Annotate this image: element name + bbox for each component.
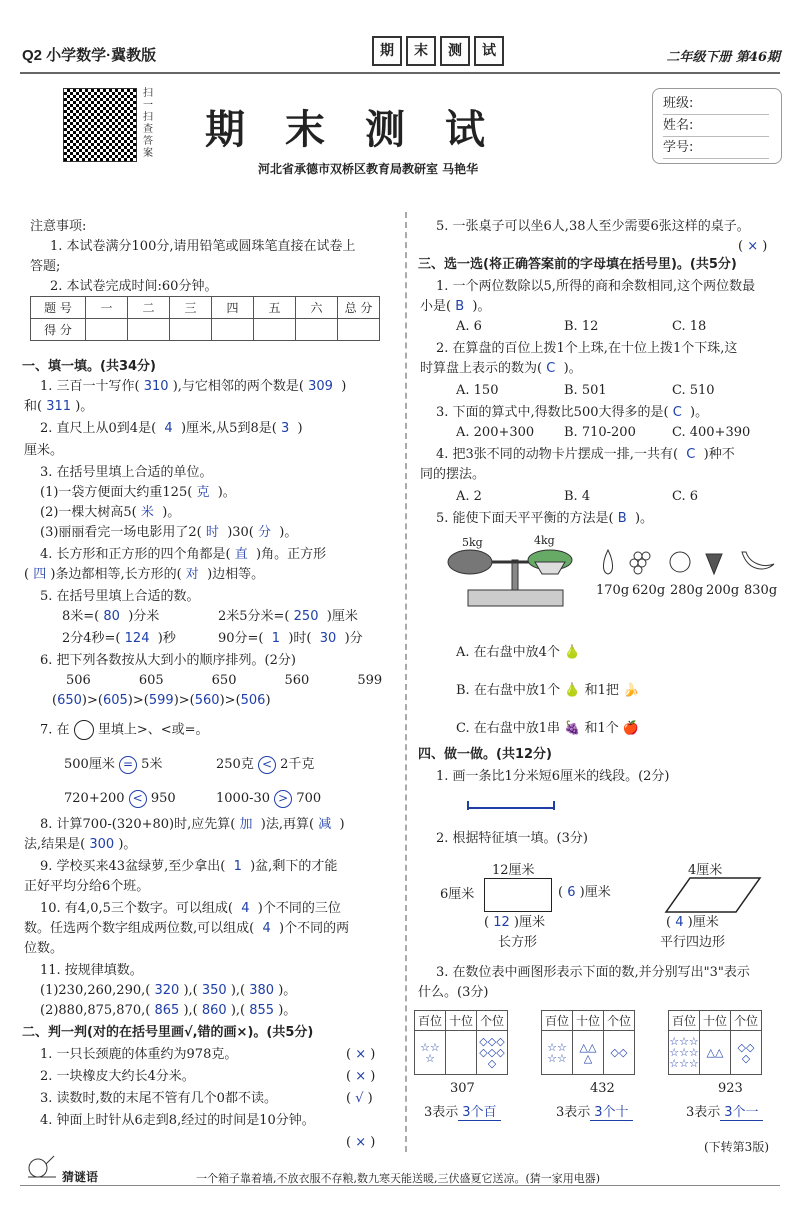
pear-icon bbox=[603, 550, 612, 574]
answer: 克 bbox=[196, 485, 210, 500]
answer: 250 bbox=[293, 609, 319, 624]
answer: 80 bbox=[103, 609, 120, 624]
s2-item-3-answer: ( √ ) bbox=[346, 1091, 373, 1106]
banner-char: 期 bbox=[372, 36, 402, 66]
s3-q3: 3. 下面的算式中,得数比500大得多的是( C )。 bbox=[436, 405, 709, 420]
answer: B bbox=[617, 511, 627, 526]
answer: 3个一 bbox=[720, 1105, 762, 1121]
s1-q7: 7. 在 里填上>、<或=。 bbox=[40, 720, 209, 740]
section-1-heading: 一、填一填。(共34分) bbox=[22, 359, 156, 374]
s1-q3-2: (2)一棵大树高5( 米 )。 bbox=[40, 505, 181, 520]
s1-q3-3: (3)丽丽看完一场电影用了2( 时 )30( 分 )。 bbox=[40, 525, 298, 540]
page-title: 期末测试 bbox=[205, 106, 525, 153]
answer: 四 bbox=[33, 567, 47, 582]
answer: 4 bbox=[164, 421, 173, 436]
table-cell: 十位 bbox=[573, 1011, 604, 1031]
banner-char: 末 bbox=[406, 36, 436, 66]
table-cell: 百位 bbox=[415, 1011, 446, 1031]
s3-q4-opt-a[interactable]: A. 2 bbox=[456, 489, 482, 504]
apple-icon: 🍎 bbox=[622, 721, 640, 736]
snail-icon bbox=[24, 1150, 60, 1184]
column-divider bbox=[405, 212, 407, 1152]
answer: 380 bbox=[249, 983, 275, 998]
s1-q6-nums: 506 605 650 560 599 bbox=[66, 673, 383, 688]
rect-right-label: ( 6 )厘米 bbox=[558, 885, 611, 900]
rectangle-shape bbox=[484, 878, 552, 912]
answer: = bbox=[119, 756, 137, 774]
apple-icon bbox=[670, 552, 690, 572]
s3-q4-cont: 同的摆法。 bbox=[420, 467, 486, 482]
s2-item-4-answer: ( × ) bbox=[346, 1135, 376, 1150]
header-right: 二年级下册 第46期 bbox=[666, 50, 780, 65]
s4-q1: 1. 画一条比1分米短6厘米的线段。(2分) bbox=[436, 769, 670, 784]
answer: 1 bbox=[233, 859, 242, 874]
s2-item-1: 1. 一只长颈鹿的体重约为978克。 bbox=[40, 1047, 238, 1062]
rect-left-label: 6厘米 bbox=[440, 887, 475, 902]
ones-cell: ◇◇ bbox=[604, 1031, 635, 1075]
table-cell: 得 分 bbox=[31, 319, 86, 341]
answer: C bbox=[546, 361, 556, 376]
fruits-row bbox=[598, 546, 778, 576]
s3-q4: 4. 把3张不同的动物卡片摆成一排,一共有( C )种不 bbox=[436, 447, 735, 462]
s1-q2: 2. 直尺上从0到4是( 4 )厘米,从5到8是( 3 ) bbox=[40, 421, 303, 436]
pv2-number: 432 bbox=[590, 1081, 615, 1096]
answer: 605 bbox=[102, 693, 128, 708]
header-rule bbox=[20, 72, 780, 74]
s1-q5-2: 2米5分米=( 250 )厘米 bbox=[218, 609, 358, 624]
rect-top-label: 12厘米 bbox=[492, 863, 535, 878]
hundreds-cell: ☆☆☆ ☆☆☆ ☆☆☆ bbox=[669, 1031, 700, 1075]
s1-q8-cont: 法,结果是( 300 )。 bbox=[24, 837, 137, 852]
grapes-icon bbox=[630, 552, 650, 574]
section-3-heading: 三、选一选(将正确答案前的字母填在括号里)。(共5分) bbox=[418, 257, 737, 272]
scale-right-weight: 4kg bbox=[534, 534, 555, 547]
table-cell: 题 号 bbox=[31, 297, 86, 319]
s3-q1-opt-b[interactable]: B. 12 bbox=[564, 319, 599, 334]
banner-char: 测 bbox=[440, 36, 470, 66]
footer-label: 猜谜语 bbox=[62, 1170, 99, 1184]
answer: B bbox=[455, 299, 465, 314]
answer: < bbox=[129, 790, 147, 808]
s1-q2-cont: 厘米。 bbox=[24, 443, 64, 458]
table-cell: 总 分 bbox=[338, 297, 380, 319]
para-bottom-label: ( 4 )厘米 bbox=[666, 915, 719, 930]
answer: 310 bbox=[143, 379, 169, 394]
score-cell[interactable] bbox=[254, 319, 296, 341]
table-cell: 个位 bbox=[477, 1011, 508, 1031]
pear-icon: 🍐 bbox=[564, 645, 581, 660]
answer: 650 bbox=[57, 693, 82, 708]
s3-q5-opt-c[interactable]: C. 在右盘中放1串 🍇 和1个 🍎 bbox=[456, 721, 640, 736]
s1-q11-1: (1)230,260,290,( 320 ),( 350 ),( 380 )。 bbox=[40, 983, 297, 998]
score-cell[interactable] bbox=[128, 319, 170, 341]
pv3-number: 923 bbox=[718, 1081, 743, 1096]
rect-bottom-label: ( 12 )厘米 bbox=[484, 915, 545, 930]
answer: 加 bbox=[239, 817, 253, 832]
fruit-weight-strawberry: 200g bbox=[706, 583, 740, 598]
s2-item-1-answer: ( × ) bbox=[346, 1047, 376, 1062]
fruit-weight-banana: 830g bbox=[744, 583, 778, 598]
s4-q2: 2. 根据特征填一填。(3分) bbox=[436, 831, 588, 846]
answer: 减 bbox=[318, 817, 332, 832]
s1-q6-order: (650)>(605)>(599)>(560)>(506) bbox=[52, 693, 271, 708]
table-cell: 十位 bbox=[700, 1011, 731, 1031]
s1-q10: 10. 有4,0,5三个数字。可以组成( 4 )个不同的三位 bbox=[40, 901, 341, 916]
ones-cell: ◇◇◇ ◇◇◇ ◇ bbox=[477, 1031, 508, 1075]
s1-q10-cont: 数。任选两个数字组成两位数,可以组成( 4 )个不同的两 bbox=[24, 921, 350, 936]
s1-q5-3: 2分4秒=( 124 )秒 bbox=[62, 631, 176, 646]
score-cell[interactable] bbox=[296, 319, 338, 341]
answer: 599 bbox=[148, 693, 174, 708]
answer: C bbox=[672, 405, 682, 420]
answer: 855 bbox=[249, 1003, 275, 1018]
answer: 506 bbox=[240, 693, 266, 708]
answer: 560 bbox=[194, 693, 220, 708]
tens-cell bbox=[446, 1031, 477, 1075]
table-cell: 一 bbox=[86, 297, 128, 319]
score-cell[interactable] bbox=[212, 319, 254, 341]
para-name: 平行四边形 bbox=[660, 935, 726, 950]
answer: 300 bbox=[89, 837, 115, 852]
qr-text: 扫一扫查答案 bbox=[143, 88, 153, 159]
answer: 分 bbox=[258, 525, 272, 540]
pv1-meaning: 3表示 3个百 bbox=[424, 1104, 501, 1122]
table-cell: 六 bbox=[296, 297, 338, 319]
answer: 30 bbox=[319, 631, 337, 646]
answer: 时 bbox=[205, 525, 219, 540]
s1-q7-4: 1000-30 > 700 bbox=[216, 791, 322, 806]
rect-name: 长方形 bbox=[498, 935, 538, 950]
notes-heading: 注意事项: bbox=[30, 219, 87, 234]
score-cell[interactable] bbox=[338, 319, 380, 341]
note-2: 2. 本试卷完成时间:60分钟。 bbox=[50, 279, 218, 294]
answer: 1 bbox=[271, 631, 281, 646]
drawn-segment bbox=[466, 798, 558, 814]
ones-cell: ◇◇ ◇ bbox=[731, 1031, 762, 1075]
s1-q7-1: 500厘米 = 5米 bbox=[64, 757, 163, 772]
answer: C bbox=[686, 447, 696, 462]
table-row bbox=[31, 319, 380, 341]
s1-q9-cont: 正好平均分给6个班。 bbox=[24, 879, 150, 894]
strawberry-icon bbox=[706, 554, 722, 574]
table-cell: 十位 bbox=[446, 1011, 477, 1031]
fruit-weight-grapes: 620g bbox=[632, 583, 666, 598]
answer: 3个百 bbox=[458, 1105, 500, 1121]
answer: 320 bbox=[154, 983, 180, 998]
s2-item-2: 2. 一块橡皮大约长4分米。 bbox=[40, 1069, 195, 1084]
pear-icon: 🍐 bbox=[564, 683, 581, 698]
section-2-heading: 二、判一判(对的在括号里画√,错的画×)。(共5分) bbox=[22, 1025, 314, 1040]
s2-item-5-answer: ( × ) bbox=[738, 239, 768, 254]
s1-q1: 1. 三百一十写作( 310 ),与它相邻的两个数是( 309 ) bbox=[40, 379, 347, 394]
answer: 4 bbox=[262, 921, 271, 936]
answer: 6 bbox=[567, 885, 576, 900]
table-cell: 个位 bbox=[604, 1011, 635, 1031]
table-cell: 个位 bbox=[731, 1011, 762, 1031]
place-value-table-2 bbox=[541, 1010, 635, 1075]
hundreds-cell: ☆☆ ☆☆ bbox=[542, 1031, 573, 1075]
s4-q3: 3. 在数位表中画图形表示下面的数,并分别写出"3"表示 bbox=[436, 965, 750, 980]
answer: 3个十 bbox=[590, 1105, 632, 1121]
answer: 350 bbox=[201, 983, 227, 998]
answer: 12 bbox=[493, 915, 510, 930]
answer: 4 bbox=[675, 915, 684, 930]
s3-q5-opt-b[interactable]: B. 在右盘中放1个 🍐 和1把 🍌 bbox=[456, 683, 640, 698]
student-info-box bbox=[652, 88, 782, 164]
table-cell: 三 bbox=[170, 297, 212, 319]
name-field[interactable]: 姓名: bbox=[663, 115, 769, 137]
answer: 4 bbox=[241, 901, 250, 916]
score-cell[interactable] bbox=[170, 319, 212, 341]
s3-q1-cont: 小是( B )。 bbox=[420, 299, 491, 314]
table-cell: 五 bbox=[254, 297, 296, 319]
s1-q9: 9. 学校买来43盆绿萝,至少拿出( 1 )盆,剩下的才能 bbox=[40, 859, 338, 874]
header-left: Q2 小学数学·冀教版 bbox=[22, 47, 157, 64]
fruit-weight-apple: 280g bbox=[670, 583, 704, 598]
banner-char: 试 bbox=[474, 36, 504, 66]
fruit-weight-pear: 170g bbox=[596, 583, 630, 598]
s1-q6: 6. 把下列各数按从大到小的顺序排列。(2分) bbox=[40, 653, 296, 668]
footer-riddle: 一个箱子靠着墙,不放衣服不存粮,数九寒天能送暖,三伏盛夏它送凉。(猜一家用电器) bbox=[196, 1172, 601, 1185]
s1-q3: 3. 在括号里填上合适的单位。 bbox=[40, 465, 213, 480]
s2-item-2-answer: ( × ) bbox=[346, 1069, 376, 1084]
answer: > bbox=[274, 790, 292, 808]
note-1-cont: 答题; bbox=[30, 259, 61, 274]
s3-q4-opt-b[interactable]: B. 4 bbox=[564, 489, 591, 504]
page-subtitle: 河北省承德市双桥区教育局教研室 马艳华 bbox=[258, 162, 479, 176]
s3-q3-opt-b[interactable]: B. 710-200 bbox=[564, 425, 636, 440]
tens-cell: △△ △ bbox=[573, 1031, 604, 1075]
answer: 3 bbox=[280, 421, 290, 436]
s3-q2-opt-b[interactable]: B. 501 bbox=[564, 383, 607, 398]
s1-q5-1: 8米=( 80 )分米 bbox=[62, 609, 160, 624]
tens-cell: △△ bbox=[700, 1031, 731, 1075]
banana-icon: 🍌 bbox=[622, 683, 640, 698]
s4-q3-cont: 什么。(3分) bbox=[418, 985, 489, 1000]
id-field[interactable]: 学号: bbox=[663, 137, 769, 159]
s3-q2: 2. 在算盘的百位上拨1个上珠,在十位上拨1个下珠,这 bbox=[436, 341, 738, 356]
table-cell: 百位 bbox=[542, 1011, 573, 1031]
s2-item-4: 4. 钟面上时针从6走到8,经过的时间是10分钟。 bbox=[40, 1113, 315, 1128]
grapes-icon: 🍇 bbox=[564, 721, 581, 736]
s3-q2-opt-c[interactable]: C. 510 bbox=[672, 383, 715, 398]
place-value-table-1 bbox=[414, 1010, 508, 1075]
s3-q2-opt-a[interactable]: A. 150 bbox=[456, 383, 499, 398]
s2-item-5: 5. 一张桌子可以坐6人,38人至少需要6张这样的桌子。 bbox=[436, 219, 750, 234]
qr-code-icon[interactable] bbox=[63, 88, 137, 162]
para-top-label: 4厘米 bbox=[688, 863, 723, 878]
pv2-meaning: 3表示 3个十 bbox=[556, 1104, 633, 1122]
parallelogram-shape bbox=[664, 876, 764, 914]
s1-q5-4: 90分=( 1 )时( 30 )分 bbox=[218, 631, 363, 646]
table-cell: 四 bbox=[212, 297, 254, 319]
continue-note: (下转第3版) bbox=[704, 1140, 769, 1154]
answer: 311 bbox=[46, 399, 72, 414]
s1-q7-3: 720+200 < 950 bbox=[64, 791, 176, 806]
s2-item-3: 3. 读数时,数的末尾不管有几个0都不读。 bbox=[40, 1091, 277, 1106]
class-field[interactable]: 班级: bbox=[663, 93, 769, 115]
s1-q4: 4. 长方形和正方形的四个角都是( 直 )角。正方形 bbox=[40, 547, 327, 562]
place-value-table-3 bbox=[668, 1010, 762, 1075]
answer: 124 bbox=[124, 631, 150, 646]
s3-q3-opt-c[interactable]: C. 400+390 bbox=[672, 425, 751, 440]
table-cell: 百位 bbox=[669, 1011, 700, 1031]
s3-q5: 5. 能使下面天平平衡的方法是( B )。 bbox=[436, 511, 654, 526]
s3-q1: 1. 一个两位数除以5,所得的商和余数相同,这个两位数最 bbox=[436, 279, 756, 294]
s1-q4-cont: ( 四 )条边都相等,长方形的( 对 )边相等。 bbox=[24, 567, 265, 582]
s3-q5-opt-a[interactable]: A. 在右盘中放4个 🍐 bbox=[456, 645, 581, 660]
s1-q1-cont: 和( 311 )。 bbox=[24, 399, 94, 414]
score-cell[interactable] bbox=[86, 319, 128, 341]
s1-q7-2: 250克 < 2千克 bbox=[216, 757, 315, 772]
note-1: 1. 本试卷满分100分,请用铅笔或圆珠笔直接在试卷上 bbox=[50, 239, 356, 254]
table-row bbox=[31, 297, 380, 319]
answer: 直 bbox=[234, 547, 248, 562]
s1-q8: 8. 计算700-(320+80)时,应先算( 加 )法,再算( 减 ) bbox=[40, 817, 345, 832]
empty-circle-icon bbox=[74, 720, 94, 740]
banana-icon bbox=[742, 552, 774, 569]
answer: 860 bbox=[201, 1003, 227, 1018]
hundreds-cell: ☆☆ ☆ bbox=[415, 1031, 446, 1075]
pv1-number: 307 bbox=[450, 1081, 475, 1096]
table-cell: 二 bbox=[128, 297, 170, 319]
s3-q1-opt-a[interactable]: A. 6 bbox=[456, 319, 482, 334]
s1-q11-2: (2)880,875,870,( 865 ),( 860 ),( 855 )。 bbox=[40, 1003, 297, 1018]
answer: 米 bbox=[140, 505, 154, 520]
score-table bbox=[30, 296, 380, 341]
scale-left-weight: 5kg bbox=[462, 536, 483, 549]
s3-q2-cont: 时算盘上表示的数为( C )。 bbox=[420, 361, 582, 376]
s1-q5: 5. 在括号里填上合适的数。 bbox=[40, 589, 200, 604]
s3-q1-opt-c[interactable]: C. 18 bbox=[672, 319, 707, 334]
s1-q11: 11. 按规律填数。 bbox=[40, 963, 143, 978]
section-4-heading: 四、做一做。(共12分) bbox=[418, 747, 552, 762]
answer: < bbox=[258, 756, 276, 774]
s1-q3-1: (1)一袋方便面大约重125( 克 )。 bbox=[40, 485, 236, 500]
s1-q10-end: 位数。 bbox=[24, 941, 64, 956]
pv3-meaning: 3表示 3个一 bbox=[686, 1104, 763, 1122]
header-banner bbox=[372, 36, 508, 66]
s3-q4-opt-c[interactable]: C. 6 bbox=[672, 489, 699, 504]
s3-q3-opt-a[interactable]: A. 200+300 bbox=[456, 425, 535, 440]
answer: 865 bbox=[154, 1003, 180, 1018]
answer: 对 bbox=[185, 567, 199, 582]
answer: 309 bbox=[308, 379, 333, 394]
